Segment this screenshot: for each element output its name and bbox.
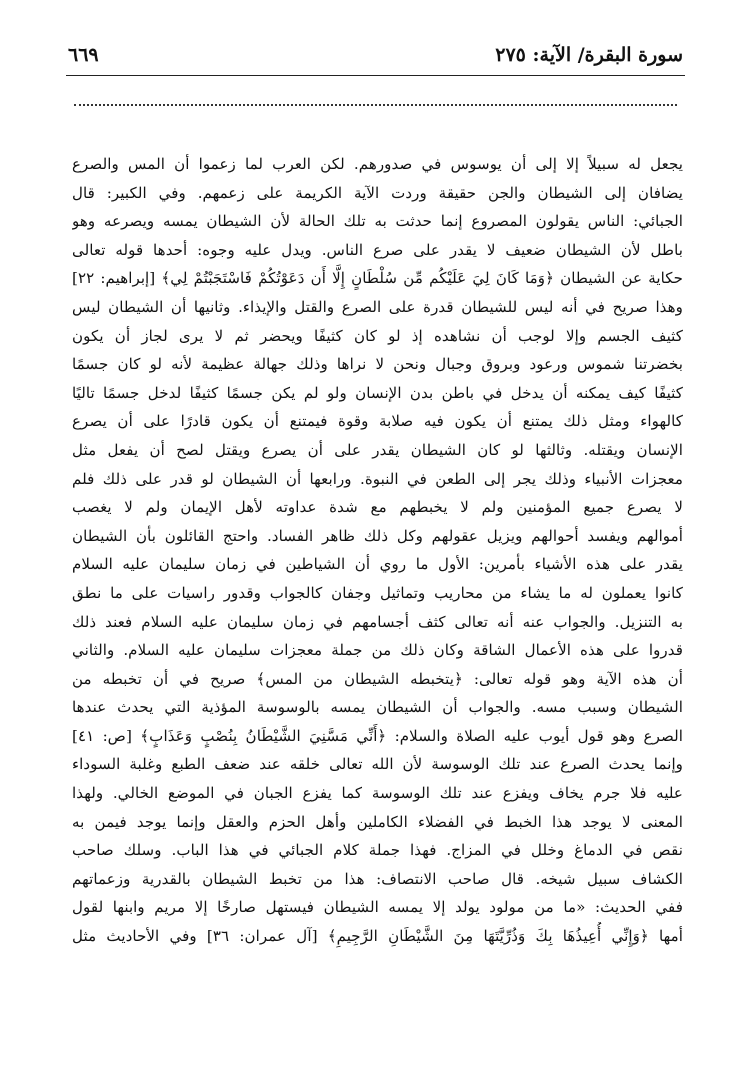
text-line: المعنى لا يوجد هذا الخبط في الفضلاء الكاملين وأهل الحزم والعقل وإنما يوجد فيمن به [72,812,683,831]
text-line: وإنما يحدث الصرع عند تلك الوسوسة لأن الله تعالى خلقه عند ضعف الطبع وغلبة السوداء [72,755,683,774]
text-line: به التنزيل. والجواب عنه أنه تعالى كثف أجسامهم في زمان سليمان عليه السلام فعند ذلك [72,612,683,631]
text-line: كالهواء ومثل ذلك يمتنع أن يكون فيه صلابة وقوة فيمتنع أن يكون قادرًا على أن يصرع [72,412,683,431]
text-line: معجزات الأنبياء وذلك يجر إلى الطعن في النبوة. ورابعها أن الشيطان لو قدر على ذلك فلم [72,469,683,488]
dotted-separator [74,104,677,106]
text-line: الصرع وهو قول أيوب عليه الصلاة والسلام: ﴿أَنِّي مَسَّنِيَ الشَّيْطَانُ بِنُصْبٍ وَعَذَابٍ﴾ [ص: ٤١] [72,726,683,745]
text-line: باطل لأن الشيطان ضعيف لا يقدر على صرع الناس. ويدل عليه وجوه: أحدها قوله تعالى [72,240,683,259]
text-line: بخضرتنا شموس ورعود وبروق وجبال ونحن لا نراها وذلك جهالة عظيمة لأنه لو كان جسمًا [72,355,683,374]
page-number: ٦٦٩ [68,44,99,66]
text-line: قدروا على هذه الأعمال الشاقة وكان ذلك من جملة معجزات سليمان عليه السلام. والثاني [72,641,683,660]
text-line: يجعل له سبيلاً إلا إلى أن يوسوس في صدورهم. لكن العرب لما زعموا أن المس والصرع [72,155,683,173]
text-line: نقص في الدماغ وخلل في المزاج. فهذا جملة كلام الجبائي في هذا الباب. وسلك صاحب [72,841,683,860]
text-line: يضافان إلى الشيطان والجن حقيقة وردت الآية الكريمة على زعمهم. وفي الكبير: قال [72,183,683,202]
text-line: أموالهم ويفسد أحوالهم ويزيل عقولهم وكل ذلك ظاهر الفساد. واحتج القائلون بأن الشيطان [72,526,683,545]
page-header [68,40,683,74]
text-line: كانوا يعملون له ما يشاء من محاريب وتماثيل وجفان كالجواب وقدور راسيات على ما نطق [72,583,683,602]
text-line: الكشاف سبيل شيخه. قال صاحب الانتصاف: هذا من تخبط الشيطان بالقدرية وزعماتهم [72,869,683,888]
text-line: حكاية عن الشيطان ﴿وَمَا كَانَ لِيَ عَلَيْكُم مِّن سُلْطَانٍ إِلَّا أَن دَعَوْتُكُمْ فَاسْتَجَبْتُمْ لِي﴾ [إبراهيم: ٢٢] [72,269,683,288]
text-line: لا يصرع جميع المؤمنين ولم لا يخبطهم مع شدة عداوته لأهل الإيمان ولم لا يغصب [72,498,683,517]
text-line: يقدر على هذه الأشياء بأمرين: الأول ما روي أن الشياطين في زمان سليمان عليه السلام [72,555,683,574]
running-title: سورة البقرة/ الآية: ٢٧٥ [495,44,683,66]
text-line: أمها ﴿وَإِنِّي أُعِيذُهَا بِكَ وَذُرِّيَّتَهَا مِنَ الشَّيْطَانِ الرَّجِيمِ﴾ [آل عمران: ٣٦] وفي الأحاديث مثل [72,927,683,946]
text-line: أن هذه الآية وهو قوله تعالى: ﴿يتخبطه الشيطان من المس﴾ صريح في أن تخبطه من [72,669,683,688]
text-line: وهذا صريح في أنه ليس للشيطان قدرة على الصرع والقتل والإيذاء. وثانيها أن الشيطان ليس [72,297,683,316]
text-line: ففي الحديث: «ما من مولود يولد إلا يمسه الشيطان فيستهل صارخًا إلا مريم وابنها لقول [72,898,683,917]
text-line: عليه فلا جرم يخاف ويفزع عند تلك الوسوسة كما يفزع الجبان في الموضع الخالي. ولهذا [72,784,683,803]
text-line: الجبائي: الناس يقولون المصروع إنما حدثت به تلك الحالة لأن الشيطان يمسه ويصرعه وهو [72,212,683,231]
body-text [72,150,683,951]
header-rule [66,75,685,76]
text-line: كثيف الجسم وإلا لوجب أن نشاهده إذ لو كان كثيفًا ويحضر ثم لا يرى لجاز أن يكون [72,326,683,345]
text-line: كثيفًا كيف يمكنه أن يدخل في باطن بدن الإنسان ولو لم يكن جسمًا كثيفًا لدخل جسمًا تاليًا [72,383,683,402]
text-line: الشيطان وسبب مسه. والجواب أن الشيطان يمسه بالوسوسة المؤذية التي يحدث عندها [72,698,683,717]
text-line: الإنسان ويقتله. وثالثها لو كان الشيطان يقدر على أن يصرع ويقتل لصح أن يفعل مثل [72,440,683,459]
